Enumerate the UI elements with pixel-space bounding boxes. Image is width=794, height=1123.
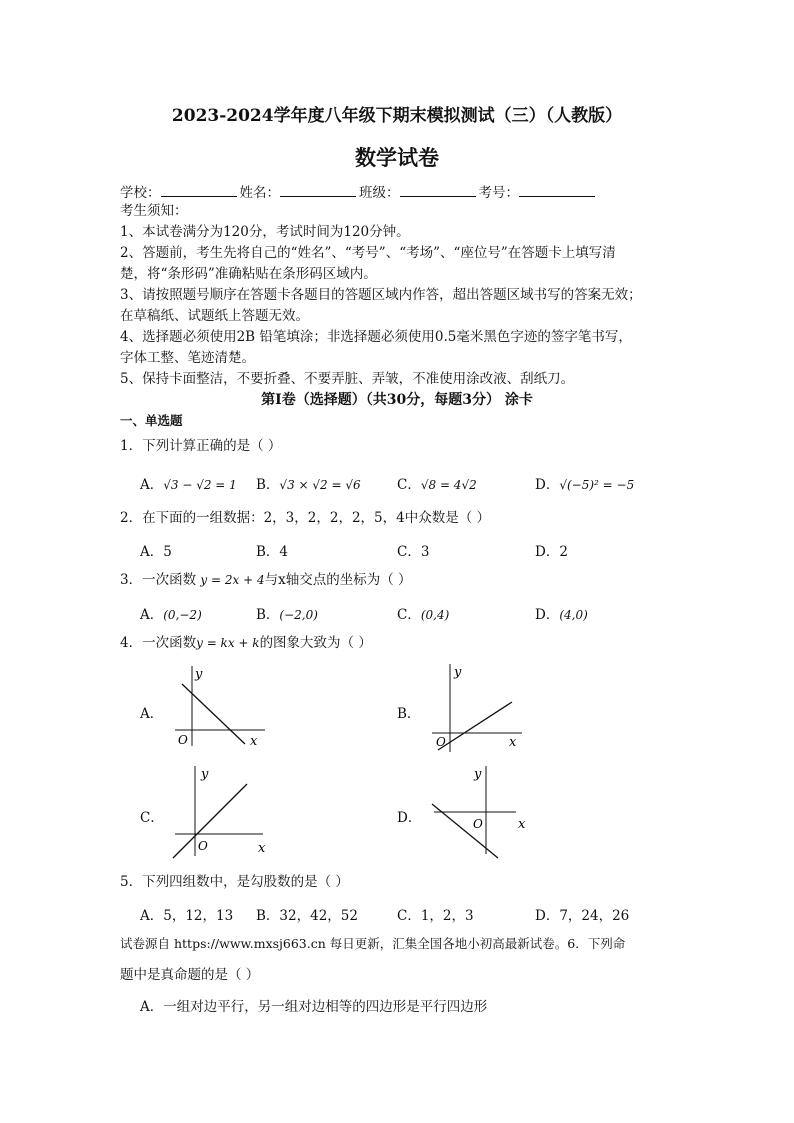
q3-stem-pre: 3．一次函数 <box>120 572 201 588</box>
origin-label: O <box>178 733 188 747</box>
axis-y-label: y <box>454 665 462 680</box>
notice-item: 5、保持卡面整洁，不要折叠、不要弄脏、弄皱，不准使用涂改液、刮纸刀。 <box>120 371 575 387</box>
axis-x-label: x <box>258 841 266 856</box>
q1-option-d-label: D． <box>535 477 560 493</box>
notice-item: 字体工整、笔迹清楚。 <box>120 350 255 366</box>
question-6-line1: 试卷源自 https://www.mxsj663.cn 每日更新，汇集全国各地小初高最新试卷。6．下列命 <box>120 936 626 951</box>
q5-option-b: B．32，42，52 <box>256 908 358 924</box>
q1-option-c-math: √8 = 4√2 <box>420 478 477 492</box>
graph-line <box>173 784 247 858</box>
q4-option-d-label: D． <box>397 810 422 826</box>
q2-option-a: A．5 <box>140 544 172 560</box>
graph-line <box>182 684 245 744</box>
axis-y-label: y <box>474 767 482 782</box>
question-4-stem <box>120 634 372 652</box>
q1-option-b <box>256 473 361 493</box>
axis-y-label: y <box>201 767 209 782</box>
q4-graph-b <box>424 660 534 755</box>
q4-option-a-label: A． <box>140 706 164 722</box>
section-title: 第I卷（选择题）（共30分，每题3分） 涂卡 <box>261 392 533 408</box>
question-5-stem: 5．下列四组数中，是勾股数的是（ ） <box>120 874 349 890</box>
origin-label: O <box>198 839 208 853</box>
student-info-row <box>120 182 598 202</box>
class-label: 班级： <box>359 185 400 201</box>
exam-no-label: 考号： <box>478 185 519 201</box>
notice-item: 2、答题前，考生先将自己的“姓名”、“考号”、“考场”、“座位号”在答题卡上填写清 <box>120 245 616 261</box>
q1-option-a-math: √3 − √2 = 1 <box>163 478 237 492</box>
q4-stem-pre: 4．一次函数 <box>120 635 197 651</box>
origin-label: O <box>436 735 446 749</box>
q3-option-b-label: B． <box>256 607 280 623</box>
q3-option-d-label: D． <box>535 607 560 623</box>
q1-option-d-math: √(−5)² = −5 <box>559 478 635 492</box>
q2-option-d: D．2 <box>535 544 568 560</box>
notice-item: 楚，将“条形码”准确粘贴在条形码区域内。 <box>120 266 377 282</box>
notice-item: 1、本试卷满分为120分，考试时间为120分钟。 <box>120 224 410 240</box>
q3-option-d-math: (4,0) <box>559 608 588 622</box>
exam-no-blank <box>519 182 595 197</box>
section-type: 一、单选题 <box>120 413 183 428</box>
q4-graph-d <box>424 762 534 862</box>
class-blank <box>400 182 476 197</box>
axis-x-label: x <box>509 735 517 750</box>
name-label: 姓名： <box>239 185 280 201</box>
name-blank <box>280 182 356 197</box>
q3-stem-post: 与x轴交点的坐标为（ ） <box>264 572 412 588</box>
q2-option-c: C．3 <box>397 544 430 560</box>
q3-option-a <box>140 603 202 623</box>
axis-y-label: y <box>195 667 203 682</box>
q4-graph-c <box>165 762 275 862</box>
q3-option-b-math: (−2,0) <box>279 608 318 622</box>
notice-item: 3、请按照题号顺序在答题卡各题目的答题区域内作答，超出答题区域书写的答案无效； <box>120 287 642 303</box>
q4-graph-a <box>165 660 275 750</box>
axis-x-label: x <box>250 734 258 749</box>
axis-x-label: x <box>518 817 526 832</box>
page-title: 2023-2024学年度八年级下期末模拟测试（三）（人教版） <box>171 106 623 126</box>
notice-item: 4、选择题必须使用2B 铅笔填涂；非选择题必须使用0.5毫米黑色字迹的签字笔书写， <box>120 329 632 345</box>
q3-option-d <box>535 603 588 623</box>
page-subtitle: 数学试卷 <box>355 145 439 170</box>
q1-option-a <box>140 473 237 493</box>
question-2-stem: 2．在下面的一组数据：2，3，2，2，2，5，4中众数是（ ） <box>120 510 491 526</box>
q4-option-c-label: C． <box>140 810 164 826</box>
q4-stem-post: 的图象大致为（ ） <box>259 635 372 651</box>
q5-option-d: D．7，24，26 <box>535 908 630 924</box>
q1-option-b-label: B． <box>256 477 280 493</box>
q2-option-b: B．4 <box>256 544 289 560</box>
q1-option-b-math: √3 × √2 = √6 <box>279 478 361 492</box>
q3-stem-math: y = 2x + 4 <box>200 573 265 587</box>
q3-option-a-label: A． <box>140 607 164 623</box>
school-label: 学校： <box>120 185 161 201</box>
notice-item: 在草稿纸、试题纸上答题无效。 <box>120 308 309 324</box>
q1-option-c <box>397 473 477 493</box>
q4-option-b-label: B． <box>397 706 421 722</box>
question-1-stem: 1．下列计算正确的是（ ） <box>120 438 282 454</box>
origin-label: O <box>473 817 483 831</box>
q3-option-c-math: (0,4) <box>420 608 450 622</box>
question-6-line2: 题中是真命题的是（ ） <box>120 967 260 983</box>
q1-option-a-label: A． <box>140 477 164 493</box>
q3-option-c <box>397 603 449 623</box>
q4-stem-math: y = kx + k <box>196 636 260 650</box>
q5-option-a: A．5，12，13 <box>140 908 234 924</box>
q3-option-a-math: (0,−2) <box>163 608 202 622</box>
q5-option-c: C．1，2，3 <box>397 908 474 924</box>
notice-heading: 考生须知： <box>120 203 188 219</box>
graph-line <box>438 702 512 750</box>
q3-option-b <box>256 603 318 623</box>
q3-option-c-label: C． <box>397 607 421 623</box>
q1-option-d <box>535 473 634 493</box>
q1-option-c-label: C． <box>397 477 421 493</box>
q6-option-a: A．一组对边平行，另一组对边相等的四边形是平行四边形 <box>140 999 488 1015</box>
school-blank <box>161 182 237 197</box>
question-3-stem <box>120 571 411 589</box>
